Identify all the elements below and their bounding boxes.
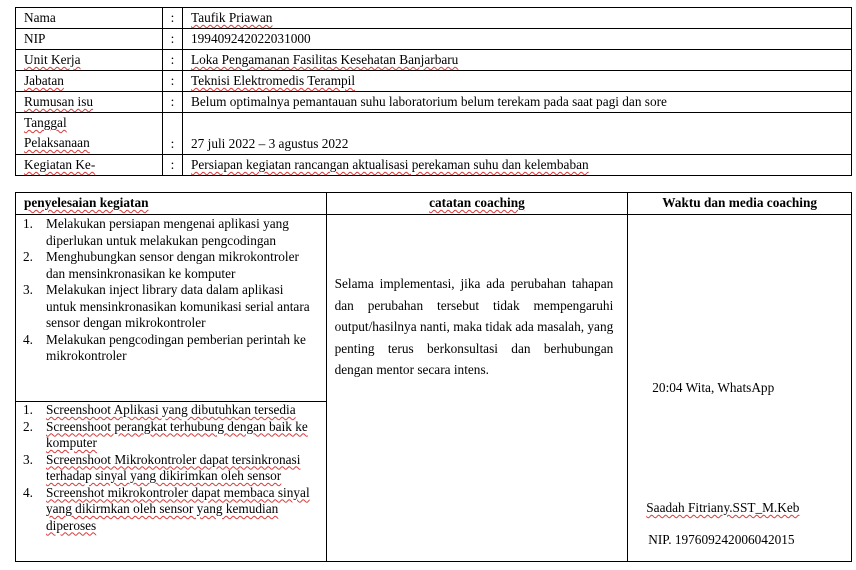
colon: :: [163, 113, 183, 155]
label-jabatan: Jabatan: [16, 71, 163, 92]
row-unit-kerja: [16, 50, 852, 71]
output-list-block: [16, 402, 326, 561]
coaching-notes: Selama implementasi, jika ada perubahan tahapan dan perubahan tersebut tidak mempengaruhi output/hasilnya nanti, maka tidak ada masalah, yang penting terus berkonsultasi dan berhubungan dengan mentor secara intens.: [334, 276, 614, 377]
row-rumusan-isu: [16, 92, 852, 113]
colon: :: [163, 29, 183, 50]
list-item: 2. Screenshoot perangkat terhubung dengan baik ke komputer: [23, 418, 308, 450]
row-jabatan: [16, 71, 852, 92]
catatan-cell: [326, 215, 628, 562]
header-waktu-media: Waktu dan media coaching: [628, 193, 852, 215]
header-catatan: catatan coaching: [326, 193, 628, 215]
value-jabatan: Teknisi Elektromedis Terampil: [183, 71, 852, 92]
penyelesaian-cell: [16, 215, 327, 562]
label-nip: NIP: [16, 29, 163, 50]
colon: :: [163, 50, 183, 71]
colon: :: [163, 92, 183, 113]
colon: :: [163, 8, 183, 29]
value-unit-kerja: Loka Pengamanan Fasilitas Kesehatan Banjarbaru: [183, 50, 852, 71]
output-list: [16, 402, 326, 534]
mentor-name: Saadah Fitriany.SST_M.Keb: [646, 500, 800, 515]
header-row: [16, 193, 852, 215]
colon: :: [163, 71, 183, 92]
header-penyelesaian: penyelesaian kegiatan: [16, 193, 327, 215]
row-nip: [16, 29, 852, 50]
waktu-media-cell: [628, 215, 852, 562]
value-nama: Taufik Priawan: [183, 8, 852, 29]
activity-list: [16, 215, 326, 365]
mentor-nip: NIP. 197609242006042015: [648, 532, 795, 547]
activity-list-block: [16, 215, 326, 402]
label-unit-kerja: Unit Kerja: [16, 50, 163, 71]
value-kegiatan-ke: Persiapan kegiatan rancangan aktualisasi perekaman suhu dan kelembaban: [183, 155, 852, 176]
list-item: 4. Melakukan pengcodingan pemberian perintah ke mikrokontroler: [23, 331, 306, 363]
row-nama: [16, 8, 852, 29]
value-nip: 199409242022031000: [183, 29, 852, 50]
list-item: 1. Screenshoot Aplikasi yang dibutuhkan tersedia: [23, 402, 296, 417]
label-kegiatan-ke: Kegiatan Ke-: [16, 155, 163, 176]
list-item: 3. Melakukan inject library data dalam aplikasi untuk mensinkronasikan komunikasi serial antara sensor dengan mikrokontroler: [23, 282, 310, 330]
row-tanggal: [16, 113, 852, 155]
coaching-time-media: 20:04 Wita, WhatsApp: [652, 380, 775, 395]
list-item: 4. Screenshot mikrokontroler dapat membaca sinyal yang dikirmkan oleh sensor yang kemudian diperoses: [23, 484, 310, 533]
content-row: [16, 215, 852, 562]
identity-table: [15, 7, 852, 176]
label-tanggal: Tanggal Pelaksanaan: [16, 113, 163, 155]
list-item: 3. Screenshoot Mikrokontroler dapat tersinkronasi terhadap sinyal yang dikirimkan oleh sensor: [23, 451, 301, 483]
label-nama: Nama: [16, 8, 163, 29]
row-kegiatan-ke: [16, 155, 852, 176]
list-item: 1. Melakukan persiapan mengenai aplikasi yang diperlukan untuk melakukan pengcodingan: [23, 216, 289, 248]
label-rumusan-isu: Rumusan isu: [16, 92, 163, 113]
colon: :: [163, 155, 183, 176]
value-tanggal: 27 juli 2022 – 3 agustus 2022: [183, 113, 852, 155]
coaching-table: [15, 192, 852, 562]
value-rumusan-isu: Belum optimalnya pemantauan suhu laboratorium belum terekam pada saat pagi dan sore: [183, 92, 852, 113]
list-item: 2. Menghubungkan sensor dengan mikrokontroler dan mensinkronasikan ke komputer: [23, 249, 299, 281]
